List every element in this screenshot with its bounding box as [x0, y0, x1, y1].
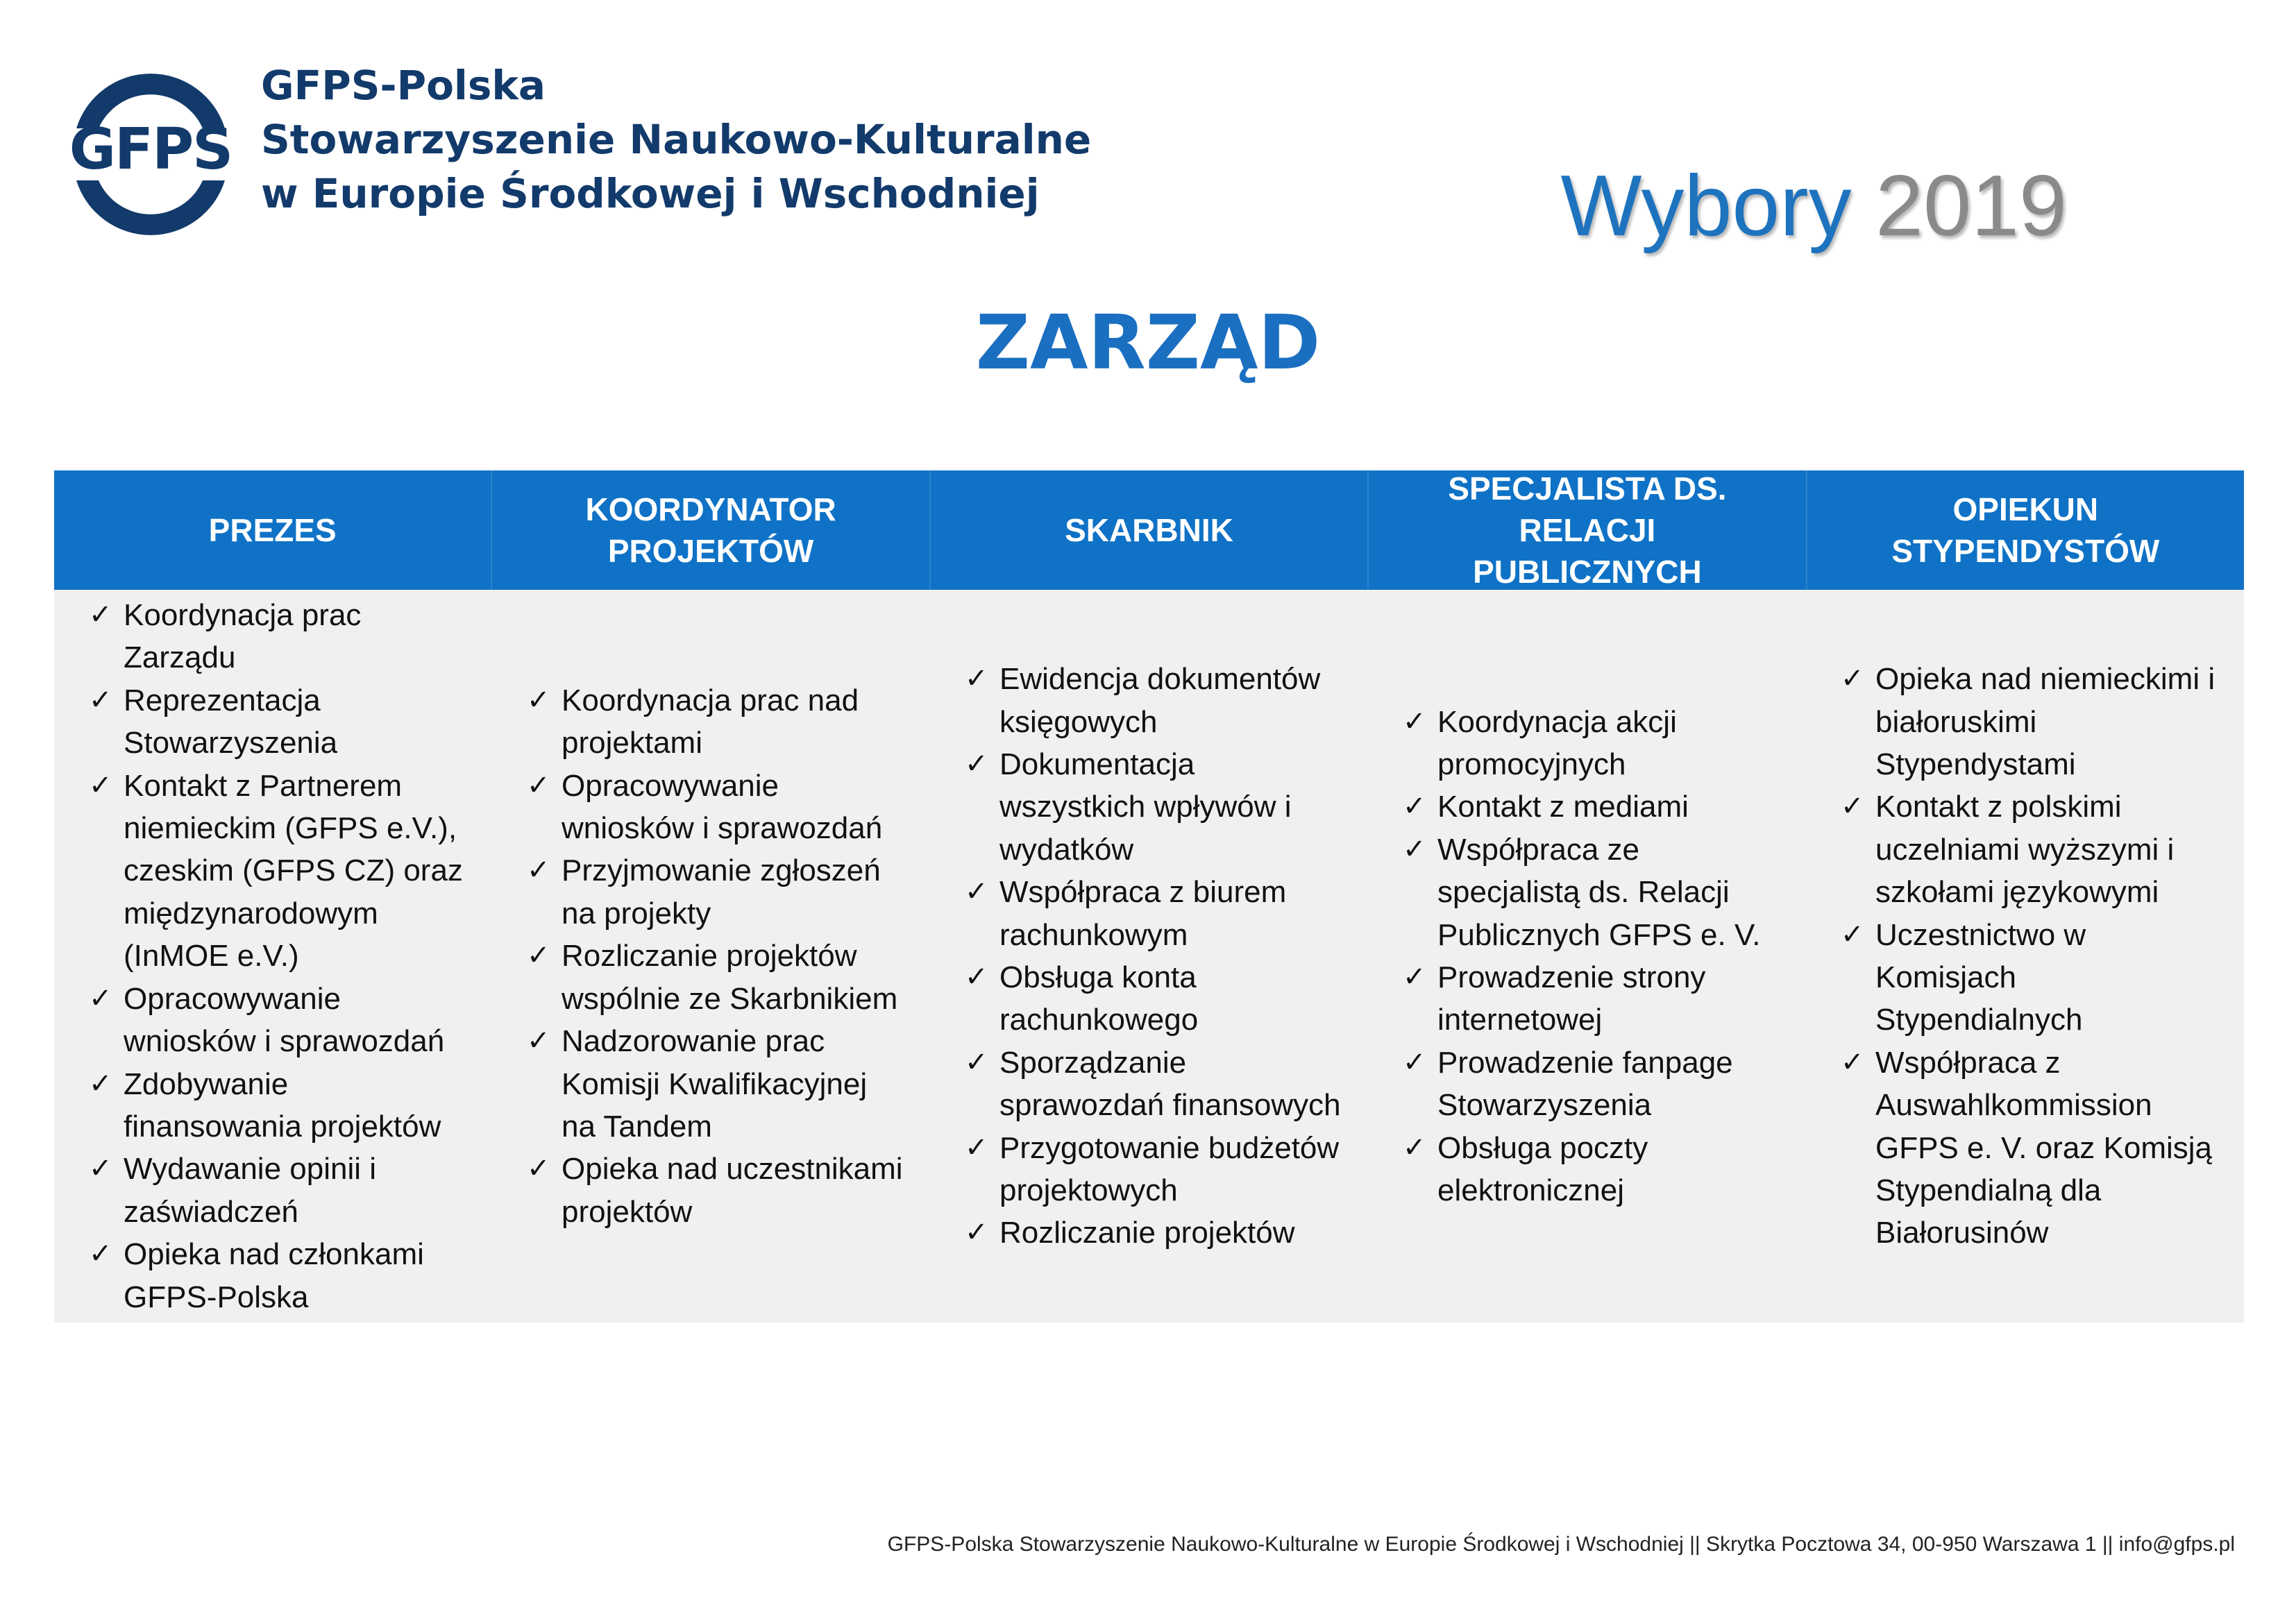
duty-text: Dokumentacja wszystkich wpływów i wydatków	[999, 747, 1292, 867]
table-header-row	[54, 470, 2244, 590]
duty-text: Opracowywanie wniosków i sprawozdań	[562, 768, 883, 846]
duty-text: Współpraca z Auswahlkommission GFPS e. V. oraz Komisją Stypendialną dla Białorusinów	[1875, 1045, 2213, 1250]
duty-text: Koordynacja prac nad projektami	[562, 683, 859, 760]
duty-text: Ewidencja dokumentów księgowych	[999, 662, 1321, 739]
list-item	[89, 594, 478, 679]
duty-text: Prowadzenie fanpage Stowarzyszenia	[1437, 1045, 1733, 1123]
duty-text: Wydawanie opinii i zaświadczeń	[124, 1152, 377, 1229]
gfps-logo	[64, 62, 237, 236]
list-item	[1841, 785, 2230, 913]
checkmark-icon: ✓	[89, 1153, 112, 1184]
election-word: Wybory	[1560, 158, 1852, 254]
duty-text: Opieka nad członkami GFPS-Polska	[124, 1237, 424, 1314]
column-header: SPECJALISTA DS. RELACJI PUBLICZNYCH	[1369, 470, 1807, 590]
checkmark-icon: ✓	[89, 983, 112, 1014]
list-item	[1841, 658, 2230, 785]
column-header: PREZES	[54, 470, 492, 590]
checkmark-icon: ✓	[965, 876, 988, 908]
checkmark-icon: ✓	[1403, 833, 1426, 865]
checkmark-icon: ✓	[1403, 1132, 1426, 1163]
checkmark-icon: ✓	[965, 962, 988, 992]
list-item	[89, 1148, 478, 1233]
duties-column	[1368, 590, 1806, 1323]
duty-text: Uczestnictwo w Komisjach Stypendialnych	[1875, 917, 2086, 1037]
checkmark-icon: ✓	[527, 1026, 550, 1057]
duty-text: Rozliczanie projektów	[999, 1216, 1295, 1250]
org-name-line: GFPS-Polska	[261, 62, 546, 109]
checkmark-icon: ✓	[1841, 919, 1864, 950]
list-item	[527, 1020, 916, 1148]
list-item	[89, 1233, 478, 1318]
duty-text: Koordynacja akcji promocyjnych	[1437, 704, 1677, 781]
checkmark-icon: ✓	[89, 600, 112, 631]
checkmark-icon: ✓	[965, 663, 988, 695]
list-item	[1403, 785, 1792, 828]
checkmark-icon: ✓	[1841, 663, 1864, 695]
duty-text: Rozliczanie projektów wspólnie ze Skarbnikiem	[562, 939, 898, 1016]
list-item	[89, 765, 478, 978]
list-item	[1403, 1042, 1792, 1127]
duty-text: Zdobywanie finansowania projektów	[124, 1067, 441, 1144]
duties-list	[1841, 658, 2230, 1255]
duties-column	[54, 590, 492, 1323]
org-name-line: w Europie Środkowej i Wschodniej	[261, 170, 1040, 217]
list-item	[1403, 1127, 1792, 1212]
checkmark-icon: ✓	[1403, 962, 1426, 992]
table-body-row	[54, 590, 2244, 1323]
organization-name	[261, 58, 1091, 221]
list-item	[1841, 1042, 2230, 1255]
list-item	[965, 1212, 1354, 1254]
list-item	[965, 1042, 1354, 1127]
checkmark-icon: ✓	[965, 1217, 988, 1248]
duty-text: Przyjmowanie zgłoszeń na projekty	[562, 853, 881, 931]
duties-list	[89, 594, 478, 1318]
checkmark-icon: ✓	[1403, 791, 1426, 822]
duty-text: Kontakt z polskimi uczelniami wyższymi i szkołami językowymi	[1875, 790, 2175, 910]
list-item	[89, 679, 478, 765]
list-item	[965, 658, 1354, 743]
list-item	[89, 1063, 478, 1148]
list-item	[965, 871, 1354, 956]
logo-wordmark: GFPS	[69, 117, 233, 182]
duty-text: Opieka nad uczestnikami projektów	[562, 1152, 903, 1229]
list-item	[965, 743, 1354, 871]
duties-column	[930, 590, 1368, 1323]
duty-text: Przygotowanie budżetów projektowych	[999, 1130, 1340, 1208]
list-item	[527, 849, 916, 935]
duties-list	[965, 658, 1354, 1255]
duties-list	[527, 679, 916, 1233]
checkmark-icon: ✓	[1403, 1046, 1426, 1078]
duty-text: Kontakt z mediami	[1437, 790, 1689, 824]
list-item	[1403, 701, 1792, 786]
checkmark-icon: ✓	[1841, 791, 1864, 822]
duty-text: Kontakt z Partnerem niemieckim (GFPS e.V.), czeskim (GFPS CZ) oraz międzynarodowym (InMOE e.V.)	[124, 768, 463, 974]
column-header: OPIEKUN STYPENDYSTÓW	[1891, 491, 2160, 569]
checkmark-icon: ✓	[527, 1153, 550, 1184]
duty-text: Nadzorowanie prac Komisji Kwalifikacyjnej na Tandem	[562, 1024, 868, 1144]
duties-column	[1806, 590, 2244, 1323]
duty-text: Sporządzanie sprawozdań finansowych	[999, 1045, 1341, 1123]
checkmark-icon: ✓	[965, 1046, 988, 1078]
checkmark-icon: ✓	[89, 1068, 112, 1099]
checkmark-icon: ✓	[527, 770, 550, 801]
checkmark-icon: ✓	[1841, 1046, 1864, 1078]
checkmark-icon: ✓	[965, 748, 988, 779]
column-header: SKARBNIK	[931, 470, 1369, 590]
election-heading	[1561, 154, 2067, 258]
list-item	[1841, 914, 2230, 1042]
duty-text: Reprezentacja Stowarzyszenia	[124, 683, 338, 760]
election-year: 2019	[1875, 158, 2067, 254]
duties-column	[492, 590, 930, 1323]
duty-text: Współpraca ze specjalistą ds. Relacji Publicznych GFPS e. V.	[1437, 832, 1761, 952]
duty-text: Koordynacja prac Zarządu	[124, 598, 362, 675]
list-item	[527, 765, 916, 850]
duty-text: Opieka nad niemieckimi i białoruskimi Stypendystami	[1875, 662, 2215, 781]
list-item	[89, 978, 478, 1063]
list-item	[965, 956, 1354, 1042]
checkmark-icon: ✓	[527, 940, 550, 971]
list-item	[527, 679, 916, 765]
checkmark-icon: ✓	[89, 770, 112, 801]
list-item	[527, 1148, 916, 1233]
column-header: KOORDYNATOR PROJEKTÓW	[492, 470, 930, 590]
duty-text: Opracowywanie wniosków i sprawozdań	[124, 981, 445, 1059]
duty-text: Obsługa poczty elektronicznej	[1437, 1130, 1648, 1208]
checkmark-icon: ✓	[527, 684, 550, 715]
checkmark-icon: ✓	[89, 684, 112, 715]
duty-text: Prowadzenie strony internetowej	[1437, 960, 1706, 1037]
org-name-line: Stowarzyszenie Naukowo-Kulturalne	[261, 116, 1092, 163]
checkmark-icon: ✓	[1403, 706, 1426, 737]
checkmark-icon: ✓	[89, 1239, 112, 1270]
checkmark-icon: ✓	[527, 855, 550, 886]
list-item	[965, 1127, 1354, 1212]
list-item	[527, 935, 916, 1020]
list-item	[1403, 829, 1792, 956]
page-title: ZARZĄD	[975, 300, 1321, 386]
checkmark-icon: ✓	[965, 1132, 988, 1163]
duty-text: Współpraca z biurem rachunkowym	[999, 875, 1287, 952]
footer-contact: GFPS-Polska Stowarzyszenie Naukowo-Kulturalne w Europie Środkowej i Wschodniej || Skrytka Pocztowa 34, 00-950 Warszawa 1 || info@gfps.pl	[887, 1533, 2235, 1556]
roles-table	[54, 470, 2244, 1323]
duty-text: Obsługa konta rachunkowego	[999, 960, 1199, 1037]
duties-list	[1403, 701, 1792, 1212]
list-item	[1403, 956, 1792, 1042]
